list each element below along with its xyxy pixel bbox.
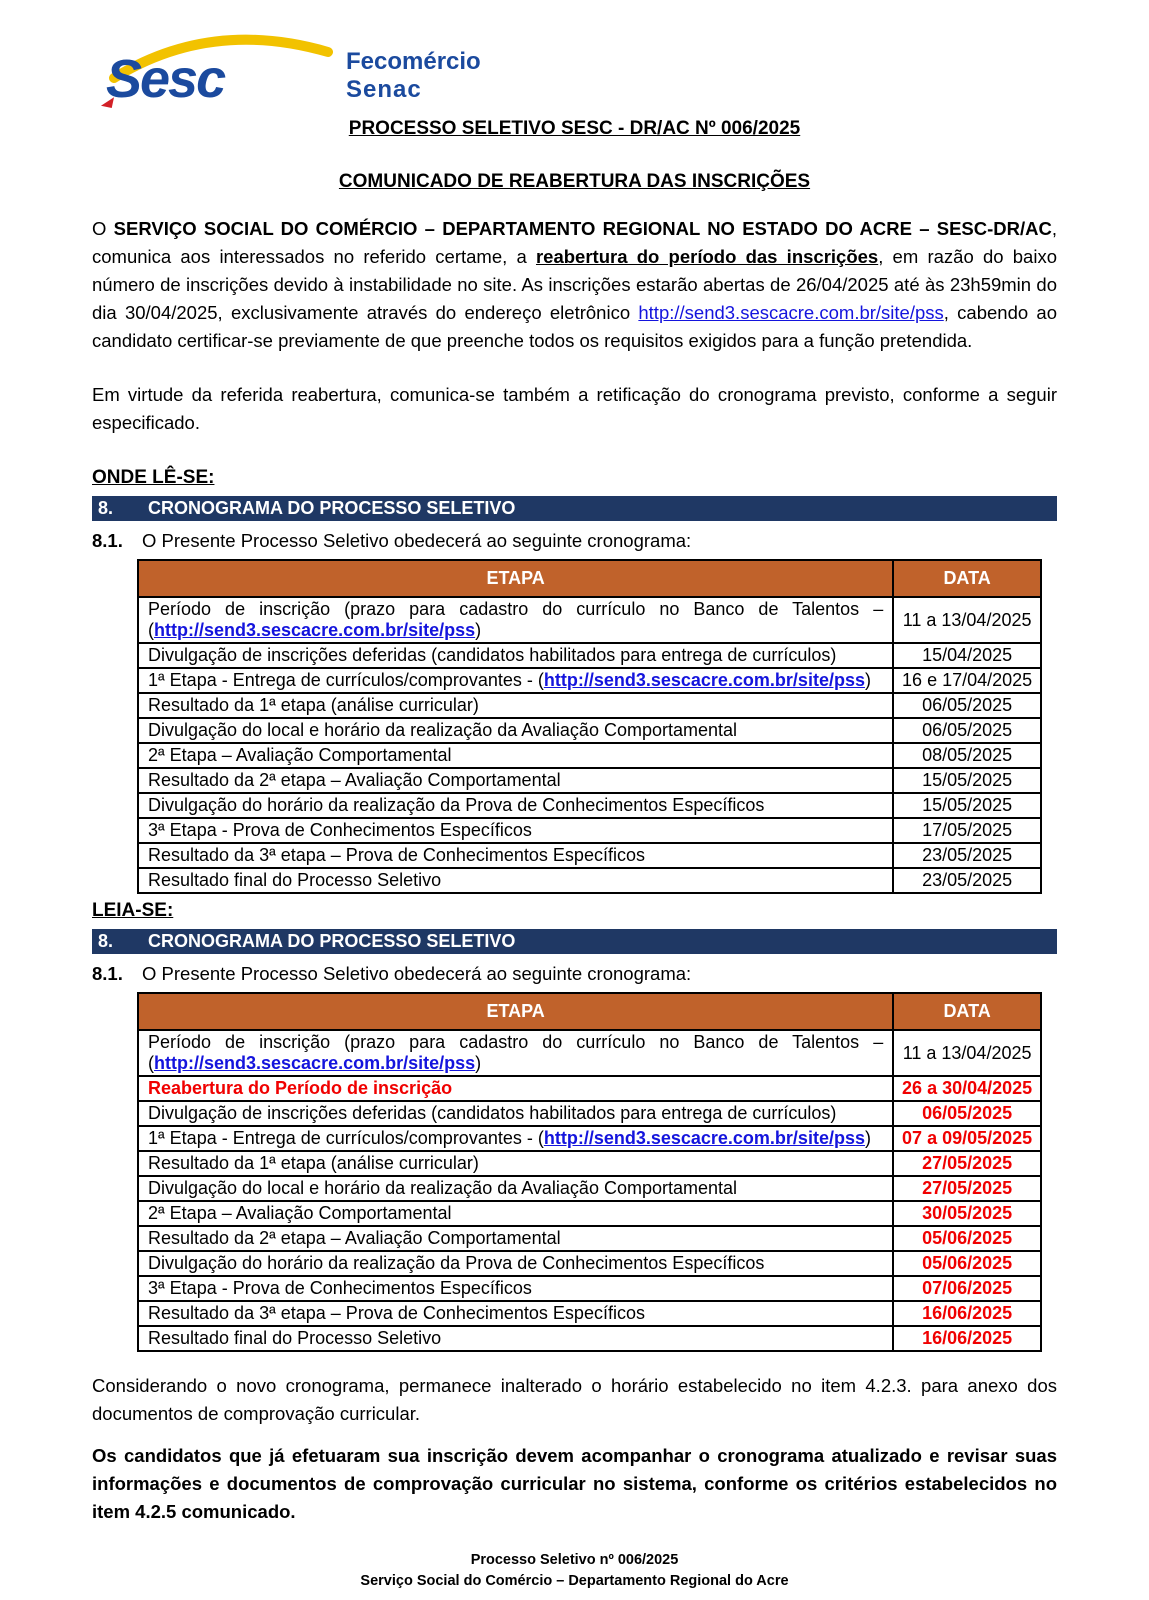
- inscription-link[interactable]: http://send3.sescacre.com.br/site/pss: [154, 620, 476, 640]
- data-cell: 15/05/2025: [893, 793, 1041, 818]
- etapa-cell: Divulgação de inscrições deferidas (candidatos habilitados para entrega de currículos): [138, 1101, 893, 1126]
- inscription-link[interactable]: http://send3.sescacre.com.br/site/pss: [154, 1053, 476, 1073]
- item-8-1-onde: [92, 530, 1057, 552]
- table-row: [138, 1076, 1041, 1101]
- table-row: [138, 1151, 1041, 1176]
- etapa-cell: Resultado da 3ª etapa – Prova de Conhecimentos Específicos: [138, 843, 893, 868]
- table-row: [138, 643, 1041, 668]
- etapa-cell: Resultado da 1ª etapa (análise curricular): [138, 693, 893, 718]
- data-cell: 11 a 13/04/2025: [893, 1030, 1041, 1076]
- table-row: [138, 743, 1041, 768]
- footer-org-name: Serviço Social do Comércio – Departamento Regional do Acre: [360, 1572, 789, 1589]
- logo: [96, 26, 1057, 110]
- section-8-bar-leia: [92, 929, 1057, 954]
- etapa-header: ETAPA: [138, 993, 893, 1030]
- etapa-cell: 2ª Etapa – Avaliação Comportamental: [138, 743, 893, 768]
- data-cell: 05/06/2025: [893, 1251, 1041, 1276]
- data-cell: 30/05/2025: [893, 1201, 1041, 1226]
- onde-le-se-label: ONDE LÊ-SE:: [92, 467, 215, 488]
- data-cell: 06/05/2025: [893, 693, 1041, 718]
- data-cell: 06/05/2025: [893, 718, 1041, 743]
- data-header: DATA: [893, 560, 1041, 597]
- data-cell: 15/04/2025: [893, 643, 1041, 668]
- etapa-cell: Divulgação do horário da realização da Prova de Conhecimentos Específicos: [138, 1251, 893, 1276]
- etapa-cell: 1ª Etapa - Entrega de currículos/comprovantes - (http://send3.sescacre.com.br/site/pss): [138, 1126, 893, 1151]
- table-row: [138, 597, 1041, 643]
- data-cell: 11 a 13/04/2025: [893, 597, 1041, 643]
- p1-org-name: SERVIÇO SOCIAL DO COMÉRCIO – DEPARTAMENTO REGIONAL NO ESTADO DO ACRE – SESC-DR/AC: [113, 218, 1052, 239]
- table-row: [138, 768, 1041, 793]
- etapa-cell: Resultado da 3ª etapa – Prova de Conhecimentos Específicos: [138, 1301, 893, 1326]
- item-number: 8.1.: [92, 963, 123, 984]
- document-title: PROCESSO SELETIVO SESC - DR/AC Nº 006/2025: [348, 118, 801, 139]
- table-row: [138, 793, 1041, 818]
- data-cell: 23/05/2025: [893, 868, 1041, 893]
- table-row: [138, 1251, 1041, 1276]
- etapa-cell: 3ª Etapa - Prova de Conhecimentos Específicos: [138, 1276, 893, 1301]
- section-8-bar-onde: [92, 496, 1057, 521]
- table-row: [138, 1030, 1041, 1076]
- etapa-cell: Resultado da 2ª etapa – Avaliação Comportamental: [138, 1226, 893, 1251]
- section-number: 8.: [98, 931, 114, 951]
- inscription-link[interactable]: http://send3.sescacre.com.br/site/pss: [543, 1128, 865, 1148]
- table-row: [138, 693, 1041, 718]
- table-row: [138, 1201, 1041, 1226]
- table-row: [138, 868, 1041, 893]
- etapa-cell: Período de inscrição (prazo para cadastro do currículo no Banco de Talentos – (http://send3.sescacre.com.br/site/pss): [138, 597, 893, 643]
- data-cell: 27/05/2025: [893, 1176, 1041, 1201]
- table-row: [138, 1226, 1041, 1251]
- etapa-cell: Divulgação do local e horário da realização da Avaliação Comportamental: [138, 1176, 893, 1201]
- data-cell: 16/06/2025: [893, 1301, 1041, 1326]
- data-cell: 15/05/2025: [893, 768, 1041, 793]
- table-row: [138, 1176, 1041, 1201]
- data-cell: 07/06/2025: [893, 1276, 1041, 1301]
- data-header: DATA: [893, 993, 1041, 1030]
- etapa-header: ETAPA: [138, 560, 893, 597]
- etapa-cell: Período de inscrição (prazo para cadastro do currículo no Banco de Talentos – (http://send3.sescacre.com.br/site/pss): [138, 1030, 893, 1076]
- table-row: [138, 668, 1041, 693]
- table-row: [138, 818, 1041, 843]
- footer-process-number: Processo Seletivo nº 006/2025: [470, 1551, 679, 1568]
- p1-s3: , comunica aos interessados no referido certame, a: [92, 218, 1057, 267]
- data-cell: 05/06/2025: [893, 1226, 1041, 1251]
- closing-paragraph: Considerando o novo cronograma, permanece inalterado o horário estabelecido no item 4.2.3. para anexo dos documentos de comprovação curricular.: [92, 1375, 1057, 1424]
- table-row: [138, 843, 1041, 868]
- table-row: [138, 1101, 1041, 1126]
- data-cell: 08/05/2025: [893, 743, 1041, 768]
- item-8-1-leia: [92, 963, 1057, 985]
- data-cell: 27/05/2025: [893, 1151, 1041, 1176]
- etapa-cell: Divulgação do local e horário da realização da Avaliação Comportamental: [138, 718, 893, 743]
- document-subtitle: COMUNICADO DE REABERTURA DAS INSCRIÇÕES: [338, 171, 811, 192]
- page-footer: [0, 1550, 1149, 1592]
- section-title: CRONOGRAMA DO PROCESSO SELETIVO: [148, 931, 516, 951]
- fecomercio-wordmark: Fecomércio: [346, 48, 481, 75]
- inscription-link[interactable]: http://send3.sescacre.com.br/site/pss: [543, 670, 865, 690]
- data-cell: 16/06/2025: [893, 1326, 1041, 1351]
- senac-wordmark: Senac: [346, 75, 422, 103]
- etapa-cell: 1ª Etapa - Entrega de currículos/comprovantes - (http://send3.sescacre.com.br/site/pss): [138, 668, 893, 693]
- item-number: 8.1.: [92, 530, 123, 551]
- etapa-cell: Divulgação de inscrições deferidas (candidatos habilitados para entrega de currículos): [138, 643, 893, 668]
- p1-s6: , cabendo ao candidato certificar-se previamente de que preenche todos os requisitos exigidos para a função pretendida.: [92, 302, 1057, 351]
- data-cell: 26 a 30/04/2025: [893, 1076, 1041, 1101]
- table-row: [138, 1326, 1041, 1351]
- data-cell: 06/05/2025: [893, 1101, 1041, 1126]
- data-cell: 16 e 17/04/2025: [893, 668, 1041, 693]
- data-cell: 23/05/2025: [893, 843, 1041, 868]
- etapa-cell: Resultado da 1ª etapa (análise curricular): [138, 1151, 893, 1176]
- intro-paragraph: [92, 215, 1057, 355]
- table-row: [138, 1126, 1041, 1151]
- item-text: O Presente Processo Seletivo obedecerá ao seguinte cronograma:: [142, 530, 692, 551]
- item-text: O Presente Processo Seletivo obedecerá ao seguinte cronograma:: [142, 963, 692, 984]
- etapa-cell: Resultado da 2ª etapa – Avaliação Comportamental: [138, 768, 893, 793]
- sesc-wordmark: Sesc: [106, 49, 225, 109]
- sesc-logo: [96, 26, 346, 110]
- etapa-cell: Divulgação do horário da realização da Prova de Conhecimentos Específicos: [138, 793, 893, 818]
- cronograma-table-leia: [137, 992, 1042, 1352]
- p1-s5: , em razão do baixo número de inscrições devido à instabilidade no site. As inscrições estarão abertas de 26/04/2025 até às 23h59min do dia 30/04/2025, exclusivamente através do endereço eletrônico: [92, 246, 1057, 323]
- closing-bold-paragraph: Os candidatos que já efetuaram sua inscrição devem acompanhar o cronograma atualizado e revisar suas informações e documentos de comprovação curricular no sistema, conforme os critérios estabelecidos no item 4.2.5 comunicado.: [92, 1445, 1057, 1522]
- etapa-cell: Resultado final do Processo Seletivo: [138, 868, 893, 893]
- table-row: [138, 1276, 1041, 1301]
- inscription-link[interactable]: http://send3.sescacre.com.br/site/pss: [638, 302, 944, 323]
- etapa-cell: Reabertura do Período de inscrição: [138, 1076, 893, 1101]
- data-cell: 17/05/2025: [893, 818, 1041, 843]
- p1-reabertura-phrase: reabertura do período das inscrições: [535, 246, 879, 267]
- table-row: [138, 718, 1041, 743]
- p1-s1: O: [92, 218, 114, 239]
- etapa-cell: 2ª Etapa – Avaliação Comportamental: [138, 1201, 893, 1226]
- cronograma-table-onde: [137, 559, 1042, 894]
- etapa-cell: Resultado final do Processo Seletivo: [138, 1326, 893, 1351]
- leia-se-label: LEIA-SE:: [92, 900, 174, 921]
- retification-paragraph: Em virtude da referida reabertura, comunica-se também a retificação do cronograma previsto, conforme a seguir especificado.: [92, 384, 1057, 433]
- section-number: 8.: [98, 498, 114, 518]
- table-row: [138, 1301, 1041, 1326]
- logo-caption: [346, 48, 481, 103]
- data-cell: 07 a 09/05/2025: [893, 1126, 1041, 1151]
- etapa-cell: 3ª Etapa - Prova de Conhecimentos Específicos: [138, 818, 893, 843]
- section-title: CRONOGRAMA DO PROCESSO SELETIVO: [148, 498, 516, 518]
